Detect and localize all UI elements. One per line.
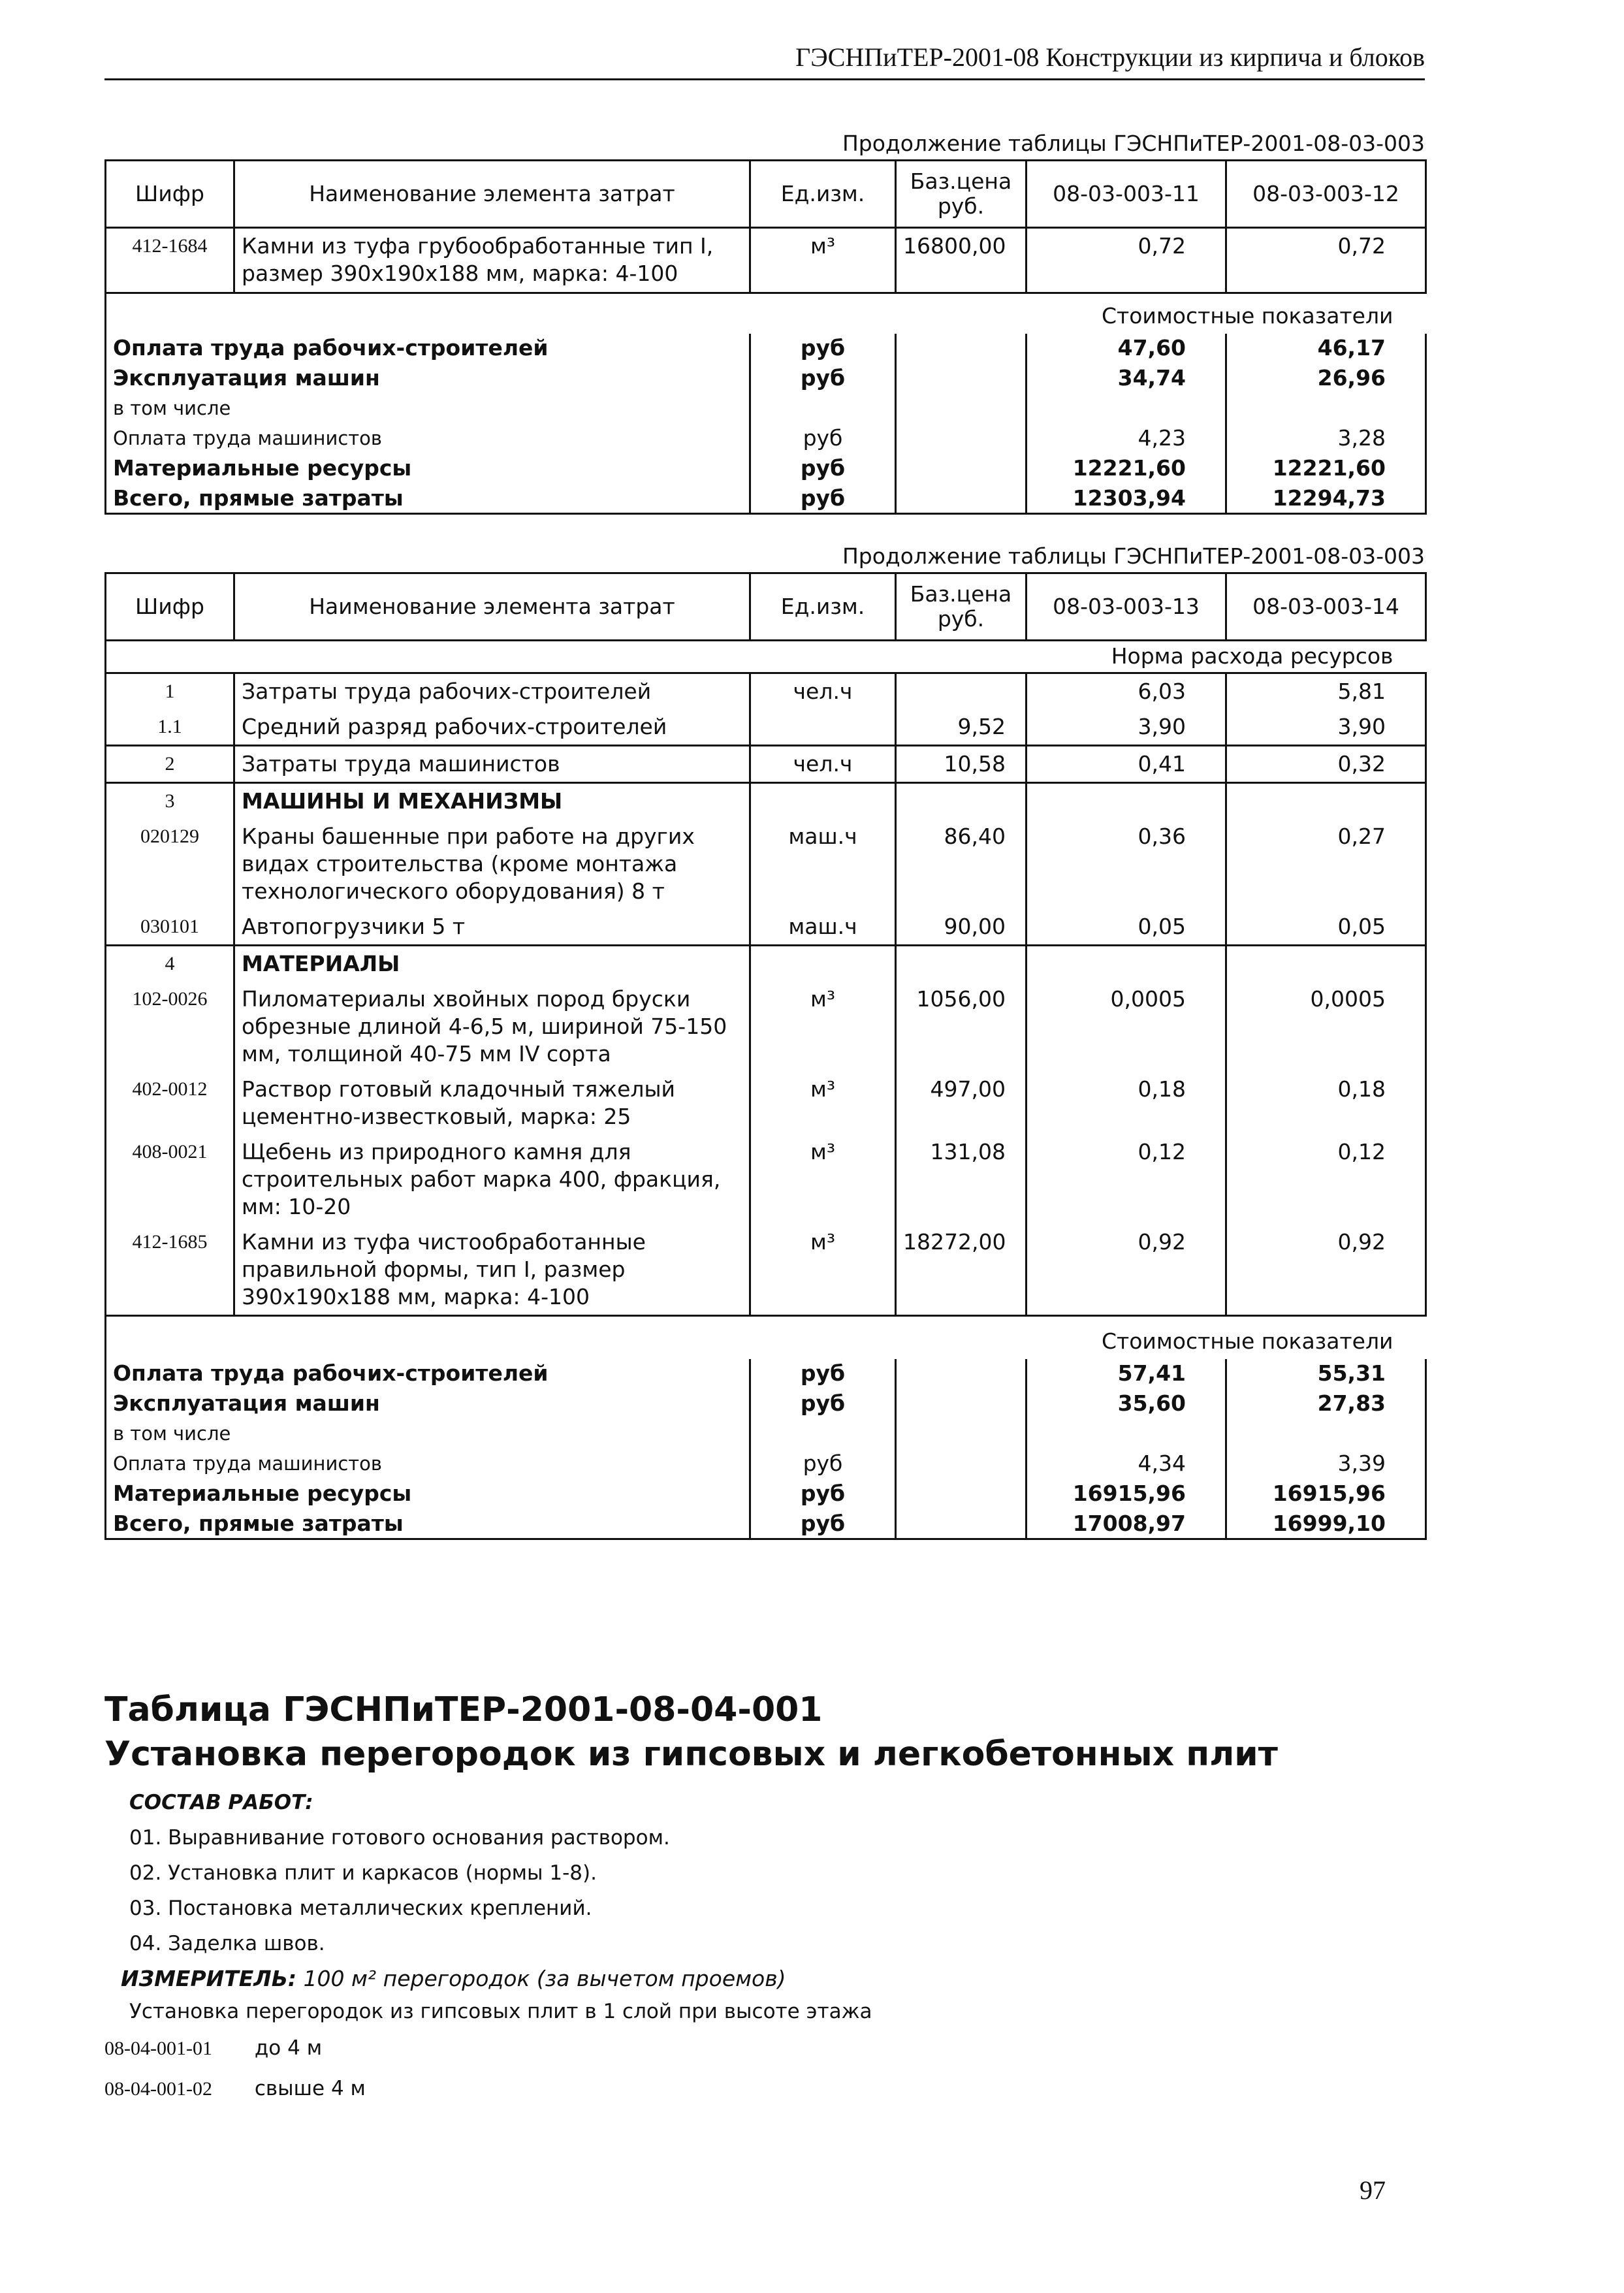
cost-row: Эксплуатация машин руб 34,74 26,96 xyxy=(106,364,1426,394)
norm-code: 08-04-001-02 xyxy=(104,2078,212,2100)
col-code-header: Шифр xyxy=(106,573,234,641)
table-1 xyxy=(104,159,1427,515)
table-row: 1 Затраты труда рабочих-строителей чел.ч 6,03 5,81 xyxy=(106,673,1426,710)
running-header: ГЭСНПиТЕР-2001-08 Конструкции из кирпича и блоков xyxy=(104,42,1425,80)
page-number: 97 xyxy=(1360,2175,1386,2205)
table-row: 412-1684 Камни из туфа грубообработанные тип I, размер 390х190х188 мм, марка: 4-100 м³ 16800,00 0,72 0,72 xyxy=(106,228,1426,293)
cost-row: Материальные ресурсы руб 16915,96 16915,96 xyxy=(106,1479,1426,1509)
next-table-subtitle: Установка перегородок из гипсовых и легкобетонных плит xyxy=(104,1735,1278,1774)
cost-row: Оплата труда машинистов руб 4,34 3,39 xyxy=(106,1449,1426,1479)
cost-row: Всего, прямые затраты руб 12303,94 12294,73 xyxy=(106,484,1426,514)
work-item: 02. Установка плит и каркасов (нормы 1-8). xyxy=(129,1861,597,1885)
norm-code: 08-04-001-01 xyxy=(104,2038,212,2059)
table-row: 1.1 Средний разряд рабочих-строителей 9,52 3,90 3,90 xyxy=(106,709,1426,746)
work-composition-label: СОСТАВ РАБОТ: xyxy=(129,1791,313,1814)
measurement-value: 100 м² перегородок (за вычетом проемов) xyxy=(303,1966,786,1991)
cost-row: Оплата труда рабочих-строителей руб 47,60 46,17 xyxy=(106,334,1426,364)
cost-row: Эксплуатация машин руб 35,60 27,83 xyxy=(106,1389,1426,1419)
table-1-header xyxy=(106,161,1426,228)
col-a-header: 08-03-003-13 xyxy=(1027,573,1226,641)
cost-subheader: Стоимостные показатели xyxy=(106,1316,1426,1359)
norm-item xyxy=(104,2036,322,2060)
norm-text: до 4 м xyxy=(254,2036,323,2060)
col-price-header: Баз.цена руб. xyxy=(896,161,1027,228)
table-row: 3 МАШИНЫ И МЕХАНИЗМЫ xyxy=(106,783,1426,820)
work-item: 04. Заделка швов. xyxy=(129,1932,325,1955)
table-row: 4 МАТЕРИАЛЫ xyxy=(106,946,1426,982)
table-row: 2 Затраты труда машинистов чел.ч 10,58 0,41 0,32 xyxy=(106,746,1426,783)
table-row: 020129 Краны башенные при работе на других видах строительства (кроме монтажа технологического оборудования) 8 т маш.ч 86,40 0,36 0,27 xyxy=(106,819,1426,909)
norm-group-title: Установка перегородок из гипсовых плит в 1 слой при высоте этажа xyxy=(129,2000,872,2023)
col-name-header: Наименование элемента затрат xyxy=(234,161,750,228)
table-2-rows xyxy=(106,673,1426,1316)
col-b-header: 08-03-003-12 xyxy=(1226,161,1426,228)
cost-row: Материальные ресурсы руб 12221,60 12221,60 xyxy=(106,454,1426,484)
measurement-label: ИЗМЕРИТЕЛЬ: xyxy=(121,1966,297,1991)
table-2 xyxy=(104,572,1427,1540)
col-code-header: Шифр xyxy=(106,161,234,228)
col-b-header: 08-03-003-14 xyxy=(1226,573,1426,641)
table-2-header xyxy=(106,573,1426,641)
cost-row: в том числе xyxy=(106,394,1426,424)
cost-row: Оплата труда рабочих-строителей руб 57,41 55,31 xyxy=(106,1359,1426,1389)
table-row: 102-0026 Пиломатериалы хвойных пород бруски обрезные длиной 4-6,5 м, шириной 75-150 мм, толщиной 40-75 мм IV сорта м³ 1056,00 0,0005 0,0005 xyxy=(106,982,1426,1072)
col-price-header: Баз.цена руб. xyxy=(896,573,1027,641)
work-item: 01. Выравнивание готового основания раствором. xyxy=(129,1826,670,1850)
cost-row: в том числе xyxy=(106,1419,1426,1449)
norm-text: свыше 4 м xyxy=(254,2077,366,2100)
norm-subheader: Норма расхода ресурсов xyxy=(106,641,1426,673)
table-1-cost-rows xyxy=(106,334,1426,514)
measurement-unit xyxy=(121,1966,786,1991)
col-name-header: Наименование элемента затрат xyxy=(234,573,750,641)
table-2-cost-rows xyxy=(106,1359,1426,1539)
next-table-title: Таблица ГЭСНПиТЕР-2001-08-04-001 xyxy=(104,1690,823,1729)
table-row: 030101 Автопогрузчики 5 т маш.ч 90,00 0,05 0,05 xyxy=(106,909,1426,946)
continuation-caption-1: Продолжение таблицы ГЭСНПиТЕР-2001-08-03-003 xyxy=(842,131,1425,156)
norm-item xyxy=(104,2077,366,2100)
continuation-caption-2: Продолжение таблицы ГЭСНПиТЕР-2001-08-03-003 xyxy=(842,543,1425,569)
table-row: 412-1685 Камни из туфа чистообработанные правильной формы, тип I, размер 390х190х188 мм, марка: 4-100 м³ 18272,00 0,92 0,92 xyxy=(106,1225,1426,1316)
cost-row: Всего, прямые затраты руб 17008,97 16999,10 xyxy=(106,1509,1426,1539)
cost-subheader: Стоимостные показатели xyxy=(106,293,1426,334)
col-unit-header: Ед.изм. xyxy=(750,161,896,228)
col-unit-header: Ед.изм. xyxy=(750,573,896,641)
cost-row: Оплата труда машинистов руб 4,23 3,28 xyxy=(106,424,1426,454)
work-item: 03. Постановка металлических креплений. xyxy=(129,1897,592,1920)
table-row: 408-0021 Щебень из природного камня для строительных работ марка 400, фракция, мм: 10-20 м³ 131,08 0,12 0,12 xyxy=(106,1134,1426,1225)
col-a-header: 08-03-003-11 xyxy=(1027,161,1226,228)
table-row: 402-0012 Раствор готовый кладочный тяжелый цементно-известковый, марка: 25 м³ 497,00 0,18 0,18 xyxy=(106,1072,1426,1134)
